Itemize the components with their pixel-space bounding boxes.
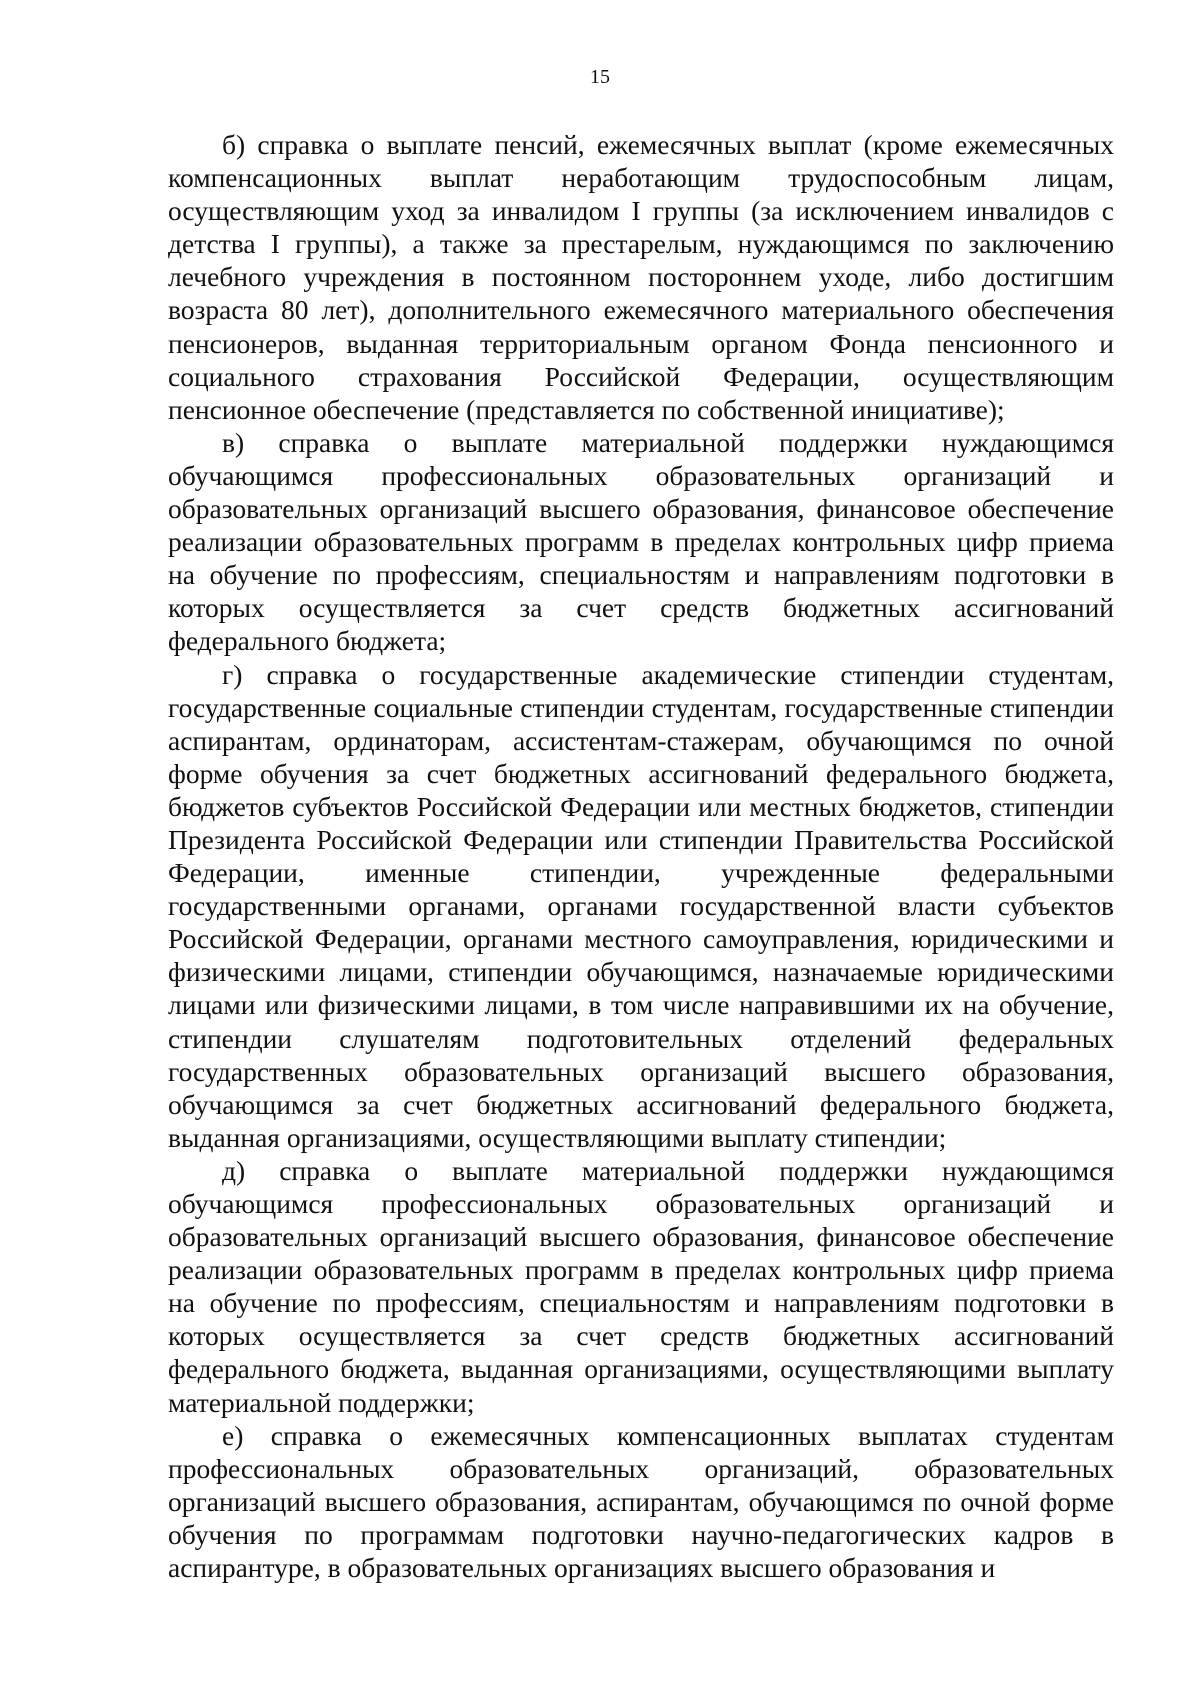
- paragraph-d: д) справка о выплате материальной поддержки нуждающимся обучающимся профессиональных образовательных организаций и образовательных организаций высшего образования, финансовое обеспечение реализации образовательных программ в пределах контрольных цифр приема на обучение по профессиям, специальностям и направлениям подготовки в которых осуществляется за счет средств бюджетных ассигнований федерального бюджета, выданная организациями, осуществляющими выплату материальной поддержки;: [168, 1154, 1114, 1418]
- paragraph-g: г) справка о государственные академические стипендии студентам, государственные социальные стипендии студентам, государственные стипендии аспирантам, ординаторам, ассистентам-стажерам, обучающимся по очной форме обучения за счет бюджетных ассигнований федерального бюджета, бюджетов субъектов Российской Федерации или местных бюджетов, стипендии Президента Российской Федерации или стипендии Правительства Российской Федерации, именные стипендии, учрежденные федеральными государственными органами, органами государственной власти субъектов Российской Федерации, органами местного самоуправления, юридическими и физическими лицами, стипендии обучающимся, назначаемые юридическими лицами или физическими лицами, в том числе направившими их на обучение, стипендии слушателям подготовительных отделений федеральных государственных образовательных организаций высшего образования, обучающимся за счет бюджетных ассигнований федерального бюджета, выданная организациями, осуществляющими выплату стипендии;: [168, 658, 1114, 1153]
- page-number: 15: [590, 66, 610, 88]
- paragraph-b: б) справка о выплате пенсий, ежемесячных выплат (кроме ежемесячных компенсационных выплат неработающим трудоспособным лицам, осуществляющим уход за инвалидом I группы (за исключением инвалидов с детства I группы), а также за престарелым, нуждающимся по заключению лечебного учреждения в постоянном постороннем уходе, либо достигшим возраста 80 лет), дополнительного ежемесячного материального обеспечения пенсионеров, выданная территориальным органом Фонда пенсионного и социального страхования Российской Федерации, осуществляющим пенсионное обеспечение (представляется по собственной инициативе);: [168, 129, 1114, 425]
- paragraph-v: в) справка о выплате материальной поддержки нуждающимся обучающимся профессиональных образовательных организаций и образовательных организаций высшего образования, финансовое обеспечение реализации образовательных программ в пределах контрольных цифр приема на обучение по профессиям, специальностям и направлениям подготовки в которых осуществляется за счет средств бюджетных ассигнований федерального бюджета;: [168, 426, 1114, 657]
- paragraph-e: е) справка о ежемесячных компенсационных выплатах студентам профессиональных образовательных организаций, образовательных организаций высшего образования, аспирантам, обучающимся по очной форме обучения по программам подготовки научно-педагогических кадров в аспирантуре, в образовательных организациях высшего образования и: [168, 1419, 1114, 1584]
- document-body: [168, 128, 1114, 1584]
